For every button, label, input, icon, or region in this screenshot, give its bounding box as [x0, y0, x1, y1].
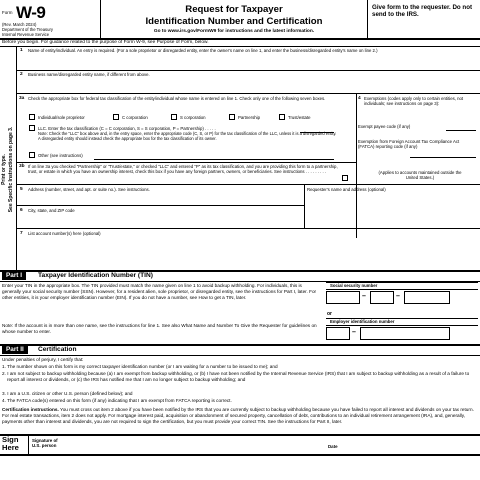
- rule: [16, 228, 480, 229]
- date-field[interactable]: [342, 436, 476, 450]
- department-label: Department of the Treasury Internal Revenue Service: [2, 27, 53, 37]
- before-you-begin: Before you begin. For guidance related to the purpose of Form W-9, see Purpose of Form, below.: [2, 39, 209, 45]
- line-6-number: 6: [20, 208, 23, 213]
- part-1-note: Note: If the account is in more than one name, see the instructions for line 1. See also What Name and Number To Give the Requester for guidelines on whose number to enter.: [2, 323, 317, 334]
- fatca-field[interactable]: [410, 157, 476, 158]
- section-rule: [0, 454, 480, 456]
- ssn-serial-field[interactable]: [404, 291, 450, 304]
- line-3a-label: Check the appropriate box for federal tax classification of the entity/individual whose name is entered on line 1. Check only one of the following seven boxes.: [28, 96, 326, 101]
- side-see-instructions: See Specific Instructions on page 3.: [7, 126, 14, 213]
- certification-item-4: 4. The FATCA code(s) entered on this form (if any) indicating that I am exempt from FATCA reporting is correct.: [2, 398, 232, 403]
- line-7-label: List account number(s) here (optional): [28, 231, 101, 236]
- certification-item-1: 1. The number shown on this form is my correct taxpayer identification number (or I am waiting for a number to be issued to me); and: [2, 364, 278, 369]
- rule: [16, 205, 304, 206]
- other-checkbox[interactable]: [29, 152, 35, 158]
- line-3a-number: 3a: [19, 96, 25, 101]
- line-5-label: Address (number, street, and apt. or suite no.). See instructions.: [28, 187, 150, 192]
- c-corporation-label: C corporation: [122, 115, 148, 120]
- or-label: or: [327, 311, 332, 317]
- form-number: W-9: [16, 3, 46, 22]
- ssn-area-field[interactable]: [326, 291, 360, 304]
- rule: [326, 289, 478, 290]
- side-print-or-type: Print or type.: [1, 154, 7, 185]
- line-4-label: Exemptions (codes apply only to certain entities, not individuals; see instructions on page 3):: [364, 96, 464, 107]
- goto-instructions: Go to www.irs.gov/FormW9 for instructions and the latest information.: [153, 29, 315, 34]
- give-form-note: Give form to the requester. Do not send to the IRS.: [372, 4, 473, 19]
- signature-label: Signature of U.S. person: [32, 438, 58, 449]
- certification-instructions-text: You must cross out item 2 above if you have been notified by the IRS that you are currently subject to backup withholding because you have failed to report all interest and dividends on your tax return. For real estate transactions, item 2 does not apply. For mortgage interest paid, acquisition or abandonment of secured property, cancellation of debt, contributions to an individual retirement arrangement (IRA), and, generally, payments other than interest and dividends, you are not required to sign the certification, but you must provide your correct TIN. See the instructions for Part II, later.: [2, 407, 474, 424]
- llc-checkbox[interactable]: [29, 125, 35, 131]
- individual-label: Individual/sole proprietor: [38, 115, 85, 120]
- other-entry-field[interactable]: [94, 159, 334, 160]
- trust-estate-label: Trust/estate: [288, 115, 311, 120]
- ssn-dash: –: [362, 293, 366, 300]
- rule: [16, 70, 480, 71]
- applies-note: (Applies to accounts maintained outside the United States.): [378, 170, 462, 181]
- exemptions-divider: [356, 93, 357, 238]
- certification-item-3: 3. I am a U.S. citizen or other U.S. person (defined below); and: [2, 391, 133, 396]
- line-3b-number: 3b: [19, 164, 25, 169]
- certification-item-2: 2. I am not subject to backup withholding because (a) I am exempt from backup withholding, or (b) I have not been notified by the Internal Revenue Service (IRS) that I am subject to backup withholding as a result of a failure to report all interest or dividends, or (c) the IRS has notified me that I am no longer subject to backup withholding; and: [2, 371, 470, 382]
- line-6-label: City, state, and ZIP code: [28, 208, 75, 213]
- llc-label: LLC. Enter the tax classification (C = C corporation, S = S corporation, P = Partnership) . . . . .: [38, 126, 216, 131]
- certification-intro: Under penalties of perjury, I certify that:: [2, 357, 84, 362]
- ein-prefix-field[interactable]: [326, 327, 350, 340]
- ein-number-field[interactable]: [360, 327, 450, 340]
- rule: [16, 184, 480, 185]
- partnership-label: Partnership: [238, 115, 260, 120]
- line-4-number: 4: [358, 96, 361, 101]
- revision-date: (Rev. March 2024): [2, 22, 37, 27]
- c-corporation-checkbox[interactable]: [113, 114, 119, 120]
- side-divider: [16, 46, 17, 270]
- form-title-line2: Identification Number and Certification: [145, 15, 323, 27]
- part-2-title: Certification: [38, 346, 77, 353]
- exempt-payee-label: Exempt payee code (if any): [358, 124, 411, 129]
- individual-checkbox[interactable]: [29, 114, 35, 120]
- rule: [16, 93, 480, 94]
- sign-here: Sign Here: [2, 435, 19, 453]
- foreign-partners-checkbox[interactable]: [342, 175, 348, 181]
- ein-dash: –: [352, 329, 356, 336]
- date-label: Date: [328, 444, 338, 449]
- requester-label: Requester's name and address (optional): [307, 187, 386, 192]
- ssn-label: Social security number: [330, 283, 378, 288]
- s-corporation-checkbox[interactable]: [171, 114, 177, 120]
- line-7-number: 7: [20, 231, 23, 236]
- requester-divider: [304, 184, 305, 228]
- rule: [0, 355, 480, 356]
- line-2-number: 2: [20, 72, 23, 77]
- fatca-label: Exemption from Foreign Account Tax Compliance Act (FATCA) reporting code (if any): [358, 139, 460, 150]
- form-title-block: [100, 0, 368, 38]
- s-corporation-label: S corporation: [180, 115, 206, 120]
- line-5-number: 5: [20, 187, 23, 192]
- form-word: Form: [2, 10, 13, 15]
- ein-label: Employer identification number: [330, 319, 395, 324]
- part-1-title: Taxpayer Identification Number (TIN): [38, 272, 153, 279]
- llc-note: Note: Check the "LLC" box above and, in the entry space, enter the appropriate code (C, S, or P) for the tax classification of the LLC, unless it is a disregarded entity. A disregarded entity should instead check the appropriate box for the tax classification of its owner.: [38, 131, 337, 141]
- certification-instructions: [2, 407, 478, 425]
- part-1-tag: Part I: [2, 272, 26, 280]
- trust-estate-checkbox[interactable]: [279, 114, 285, 120]
- side-instructions: [1, 92, 15, 247]
- rule: [326, 325, 478, 326]
- other-label: Other (see instructions): [38, 153, 83, 158]
- line-1-number: 1: [20, 48, 23, 53]
- rule: [16, 162, 356, 163]
- line-3b-label: If on line 3a you checked "Partnership" or "Trust/estate," or checked "LLC" and entered "P" as its tax classification, and you are providing this form to a partnership, trust, or estate in which you have an ownership interest, check this box if you have any foreign partners, owners, or beneficiaries. See instructions . . . . . . . . .: [28, 164, 338, 175]
- part-2-tag: Part II: [2, 346, 28, 354]
- rule: [0, 46, 480, 47]
- form-id-block: [2, 4, 98, 38]
- line-2-label: Business name/disregarded entity name, if different from above.: [28, 72, 150, 77]
- ssn-dash: –: [396, 293, 400, 300]
- sign-divider: [28, 434, 29, 454]
- ssn-group-field[interactable]: [370, 291, 394, 304]
- partnership-checkbox[interactable]: [229, 114, 235, 120]
- exempt-payee-field[interactable]: [446, 130, 476, 131]
- part-1-text: Enter your TIN in the appropriate box. The TIN provided must match the name given on line 1 to avoid backup withholding. For individuals, this is generally your social security number (SSN). However, for a resident alien, sole proprietor, or disregarded entity, see the instructions for Part I, later. For other entities, it is your employer identification number (EIN). If you do not have a number, see How to get a TIN, later.: [2, 283, 317, 300]
- form-title-line1: Request for Taxpayer: [185, 4, 283, 15]
- signature-field[interactable]: [70, 436, 320, 450]
- line-1-label: Name of entity/individual. An entry is required. (For a sole proprietor or disregarded entity, enter the owner's name on line 1, and enter the business/disregarded entity's name on line 2.): [28, 48, 378, 53]
- certification-instructions-heading: Certification instructions.: [2, 407, 59, 412]
